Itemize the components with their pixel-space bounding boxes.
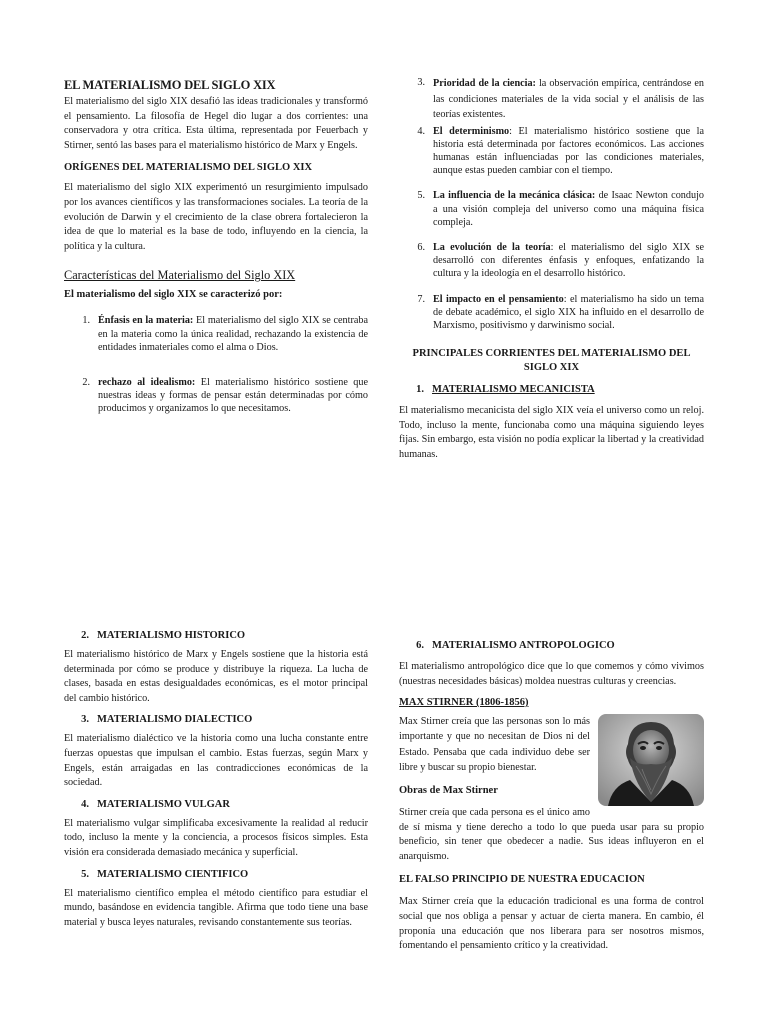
stirner-heading: MAX STIRNER (1806-1856) <box>399 697 529 709</box>
column-bottom-left <box>64 630 368 938</box>
section-cientifico: 5. MATERIALISMO CIENTIFICO El materialismo científico emplea el método científico para estudiar el mundo, basándose en evidencia tangible. Afirma que todo tiene una base material y busca leyes naturales, revisando constantemente sus teorías. <box>64 869 368 931</box>
section-heading: MATERIALISMO DIALECTICO <box>97 714 253 726</box>
list-item: 6. La evolución de la teoría: el materialismo del siglo XIX se desarrolló con diferentes énfasis y enfoques, enfatizando la cultura y la ideología en el desarrollo histórico. <box>417 241 704 280</box>
list-item: 5. La influencia de la mecánica clásica: de Isaac Newton condujo a una visión compleja del universo como una máquina física compleja. <box>417 190 704 228</box>
falso-principio-paragraph: Max Stirner creía que la educación tradicional es una forma de control social que nos obliga a pensar y actuar de cierta manera. En cambio, él proponía una educación que nos liberara para ser nosotros mismos, fomentando el pensamiento crítico y la creatividad. <box>399 896 704 952</box>
max-stirner-portrait <box>598 714 704 806</box>
antropologico-heading: 6. MATERIALISMO ANTROPOLOGICO <box>416 640 615 651</box>
list-item: 3. Prioridad de la ciencia: la observación empírica, centrándose en las condiciones materiales de la vida social y el análisis de las teorías existentes. <box>417 77 704 120</box>
intro-paragraph: El materialismo del siglo XIX desafió las ideas tradicionales y transformó el pensamiento. La filosofía de Hegel dio lugar a dos corrientes: una conservadora y otra crítica. Esta última, representada por Feuerbach y Stirner, sentó las bases para el materialismo histórico de Marx y Engels. <box>64 96 368 151</box>
section-heading: MATERIALISMO HISTORICO <box>97 630 246 641</box>
origins-heading: ORÍGENES DEL MATERIALISMO DEL SIGLO XIX <box>64 162 313 174</box>
mecanicista-paragraph: El materialismo mecanicista del siglo XIX veía el universo como un reloj. Todo, incluso la mente, funcionaba como una máquina siguiendo leyes fijas. Sin embargo, esta visión no podía explicar la libertad y la creatividad humanas. <box>399 405 704 460</box>
section-heading: MATERIALISMO CIENTIFICO <box>97 868 249 880</box>
list-item: 4. El determinismo: El materialismo histórico sostiene que la historia está determinada por factores económicos. Las acciones humanas están influenciadas por las condiciones materiales, aunque estas pueden cambiar con el tiempo. <box>417 125 705 177</box>
origins-paragraph: El materialismo del siglo XIX experimentó un resurgimiento impulsado por los avances científicos y las transformaciones sociales. La teoría de la evolución de Darwin y el crecimiento de la clase obrera fortalecieron la idea de que lo material es la base de todo, influyendo en la ciencia, la política y la cultura. <box>64 182 368 252</box>
section-historico: 2. MATERIALISMO HISTORICO El materialismo histórico de Marx y Engels sostiene que la historia está determinada por cómo se produce y distribuye la riqueza. La lucha de clases, basada en estas desigualdades económicas, es el motor principal del cambio histórico. <box>64 630 368 706</box>
mecanicista-heading: 1. MATERIALISMO MECANICISTA <box>416 384 595 396</box>
antropologico-paragraph: El materialismo antropológico dice que lo que comemos y cómo vivimos (nuestras necesidades básicas) moldea nuestras culturas y creencias. <box>399 661 704 687</box>
section-heading: MATERIALISMO VULGAR <box>97 798 230 810</box>
characteristics-heading: Características del Materialismo del Siglo XIX <box>64 268 296 283</box>
column-top-right <box>399 76 704 463</box>
list-item: 7. El impacto en el pensamiento: el materialismo ha sido un tema de debate académico, el siglo XIX ha influido en el desarrollo de Marxismo, positivismo y darwinismo social. <box>417 293 705 331</box>
stirner-paragraph: Max Stirner creía que las personas son lo más importante y que no necesitan de Dios ni del Estado. Pensaba que cada individuo debe ser libre y buscar su propio bienestar. <box>399 716 590 773</box>
section-paragraph: El materialismo científico emplea el método científico para estudiar el mundo, basándose en evidencia tangible. Afirma que todo tiene una base material y busca leyes naturales, revisando constantemente sus teorías. <box>64 887 368 928</box>
characteristics-list-a <box>64 314 368 415</box>
page-title: EL MATERIALISMO DEL SIGLO XIX <box>64 78 276 92</box>
obras-paragraph: Stirner creía que cada persona es el único amo de sí misma y tiene derecho a todo lo que pueda usar para su propio beneficio, sin tener que obedecer a nadie. Sus ideas influyeron en el anarquismo. <box>399 807 704 862</box>
list-item: 1. Énfasis en la materia: El materialismo del siglo XIX se centraba en la materia como la única realidad, rechazando la existencia de entidades inmateriales como el alma o Dios. <box>82 315 368 353</box>
column-bottom-right <box>399 640 704 954</box>
falso-principio-heading: EL FALSO PRINCIPIO DE NUESTRA EDUCACION <box>399 874 645 886</box>
obras-heading: Obras de Max Stirner <box>399 785 498 796</box>
list-item: 2. rechazo al idealismo: El materialismo histórico sostiene que nuestras ideas y formas de pensar están determinadas por cómo producimos y organizamos lo que necesitamos. <box>82 376 369 415</box>
section-paragraph: El materialismo vulgar simplificaba excesivamente la realidad al reducir todo, incluso la mente y la conciencia, a procesos físicos simples. Esta visión era considerada demasiado mecánica y superficial. <box>64 817 368 858</box>
characteristics-lead: El materialismo del siglo XIX se caracterizó por: <box>64 289 283 301</box>
column-top-left <box>64 78 368 416</box>
section-paragraph: El materialismo histórico de Marx y Engels sostiene que la historia está determinada por cómo se produce y distribuye la riqueza. La lucha de clases, basada en estas desigualdades económicas, es el motor principal del cambio histórico. <box>64 649 368 704</box>
characteristics-list-b <box>399 76 704 332</box>
section-dialectico: 3. MATERIALISMO DIALECTICO El materialismo dialéctico ve la historia como una lucha constante entre fuerzas opuestas que impulsan el cambio. Estas fuerzas, según Marx y Engels, están arraigadas en las contradicciones económicas de la sociedad. <box>64 714 368 790</box>
currents-heading: PRINCIPALES CORRIENTES DEL MATERIALISMO DEL SIGLO XIX <box>412 348 691 374</box>
portrait-image <box>598 714 704 806</box>
section-vulgar: 4. MATERIALISMO VULGAR El materialismo vulgar simplificaba excesivamente la realidad al reducir todo, incluso la mente y la conciencia, a procesos físicos simples. Esta visión era considerada demasiado mecánica y superficial. <box>64 799 368 861</box>
section-paragraph: El materialismo dialéctico ve la historia como una lucha constante entre fuerzas opuestas que impulsan el cambio. Estas fuerzas, según Marx y Engels, están arraigadas en las contradicciones económicas de la sociedad. <box>64 733 368 789</box>
